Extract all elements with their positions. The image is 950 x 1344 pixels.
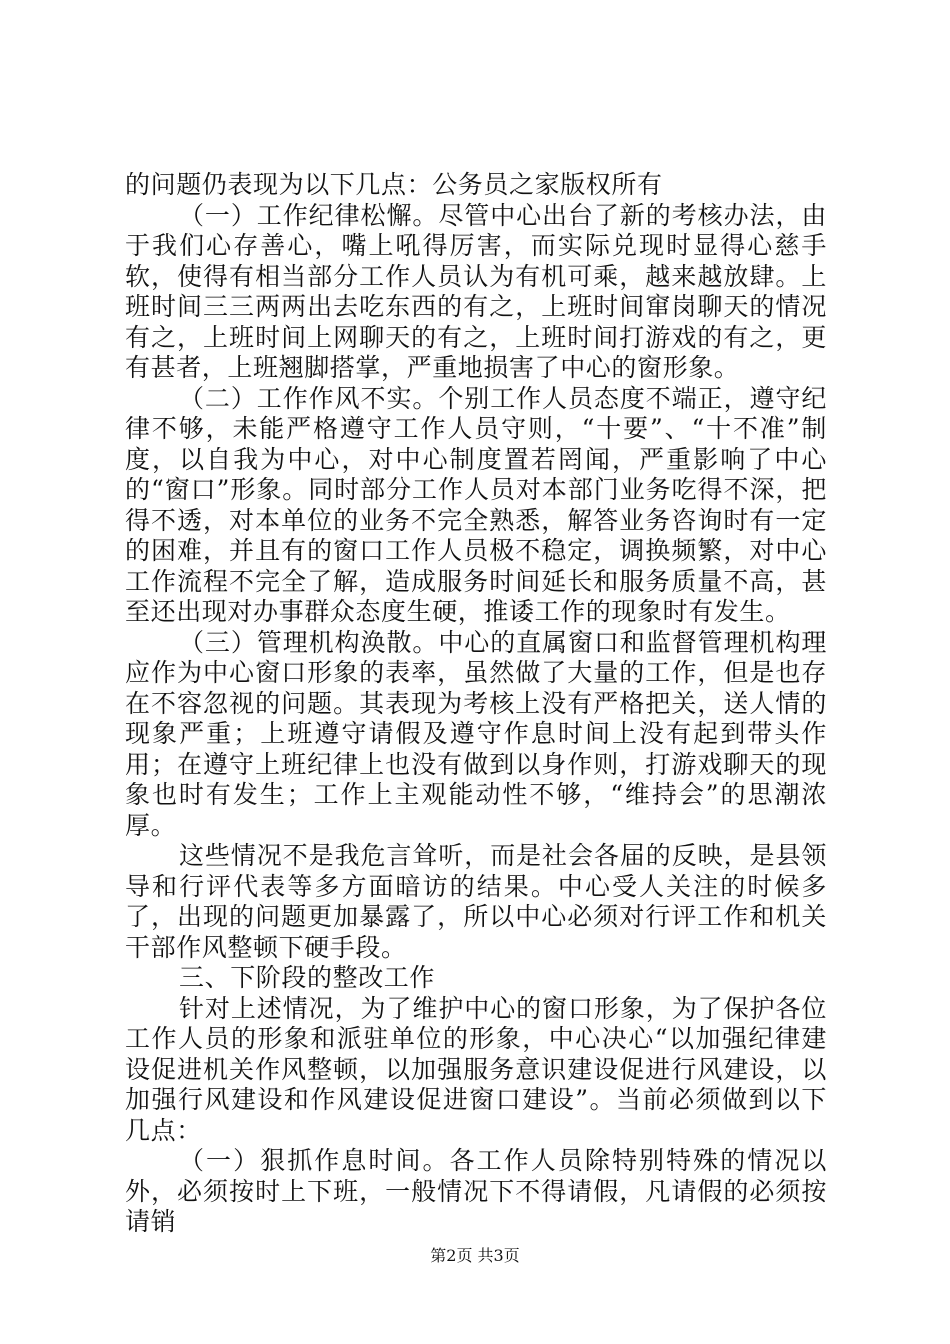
paragraph-rectification-intro: 针对上述情况，为了维护中心的窗口形象，为了保护各位工作人员的形象和派驻单位的形象，中心决心“以加强纪律建设促进机关作风整顿，以加强服务意识建设促进行风建设，以加强行风建设和作风建设促进窗口建设”。当前必须做到以下几点： bbox=[125, 993, 827, 1145]
page-number-footer: 第2页 共3页 bbox=[430, 1246, 520, 1265]
paragraph-work-style: （二）工作作风不实。个别工作人员态度不端正，遵守纪律不够，未能严格遵守工作人员守则，“十要”、“十不准”制度，以自我为中心，对中心制度置若罔闻，严重影响了中心的“窗口”形象。同时部分工作人员对本部门业务吃得不深，把得不透，对本单位的业务不完全熟悉，解答业务咨询时有一定的困难，并且有的窗口工作人员极不稳定，调换频繁，对中心工作流程不完全了解，造成服务时间延长和服务质量不高，甚至还出现对办事群众态度生硬，推诿工作的现象时有发生。 bbox=[125, 383, 827, 626]
section-heading-rectification: 三、下阶段的整改工作 bbox=[179, 963, 436, 992]
paragraph-discipline: （一）工作纪律松懈。尽管中心出台了新的考核办法，由于我们心存善心，嘴上吼得厉害，而实际兑现时显得心慈手软，使得有相当部分工作人员认为有机可乘，越来越放肆。上班时间三三两两出去吃东西的有之，上班时间窜岗聊天的情况有之，上班时间上网聊天的有之，上班时间打游戏的有之，更有甚者，上班翘脚搭掌，严重地损害了中心的窗形象。 bbox=[125, 200, 827, 382]
paragraph-situation: 这些情况不是我危言耸听，而是社会各届的反映，是县领导和行评代表等多方面暗访的结果。中心受人关注的时候多了，出现的问题更加暴露了，所以中心必须对行评工作和机关干部作风整顿下硬手段。 bbox=[125, 841, 827, 962]
document-body bbox=[125, 170, 827, 1238]
paragraph-management: （三）管理机构涣散。中心的直属窗口和监督管理机构理应作为中心窗口形象的表率，虽然做了大量的工作，但是也存在不容忽视的问题。其表现为考核上没有严格把关，送人情的现象严重；上班遵守请假及遵守作息时间上没有起到带头作用；在遵守上班纪律上也没有做到以身作则，打游戏聊天的现象也时有发生；工作上主观能动性不够，“维持会”的思潮浓厚。 bbox=[125, 627, 827, 840]
paragraph-intro: 的问题仍表现为以下几点：公务员之家版权所有 bbox=[125, 170, 663, 199]
paragraph-work-hours: （一）狠抓作息时间。各工作人员除特别特殊的情况以外，必须按时上下班，一般情况下不得请假，凡请假的必须按请销 bbox=[125, 1146, 827, 1236]
